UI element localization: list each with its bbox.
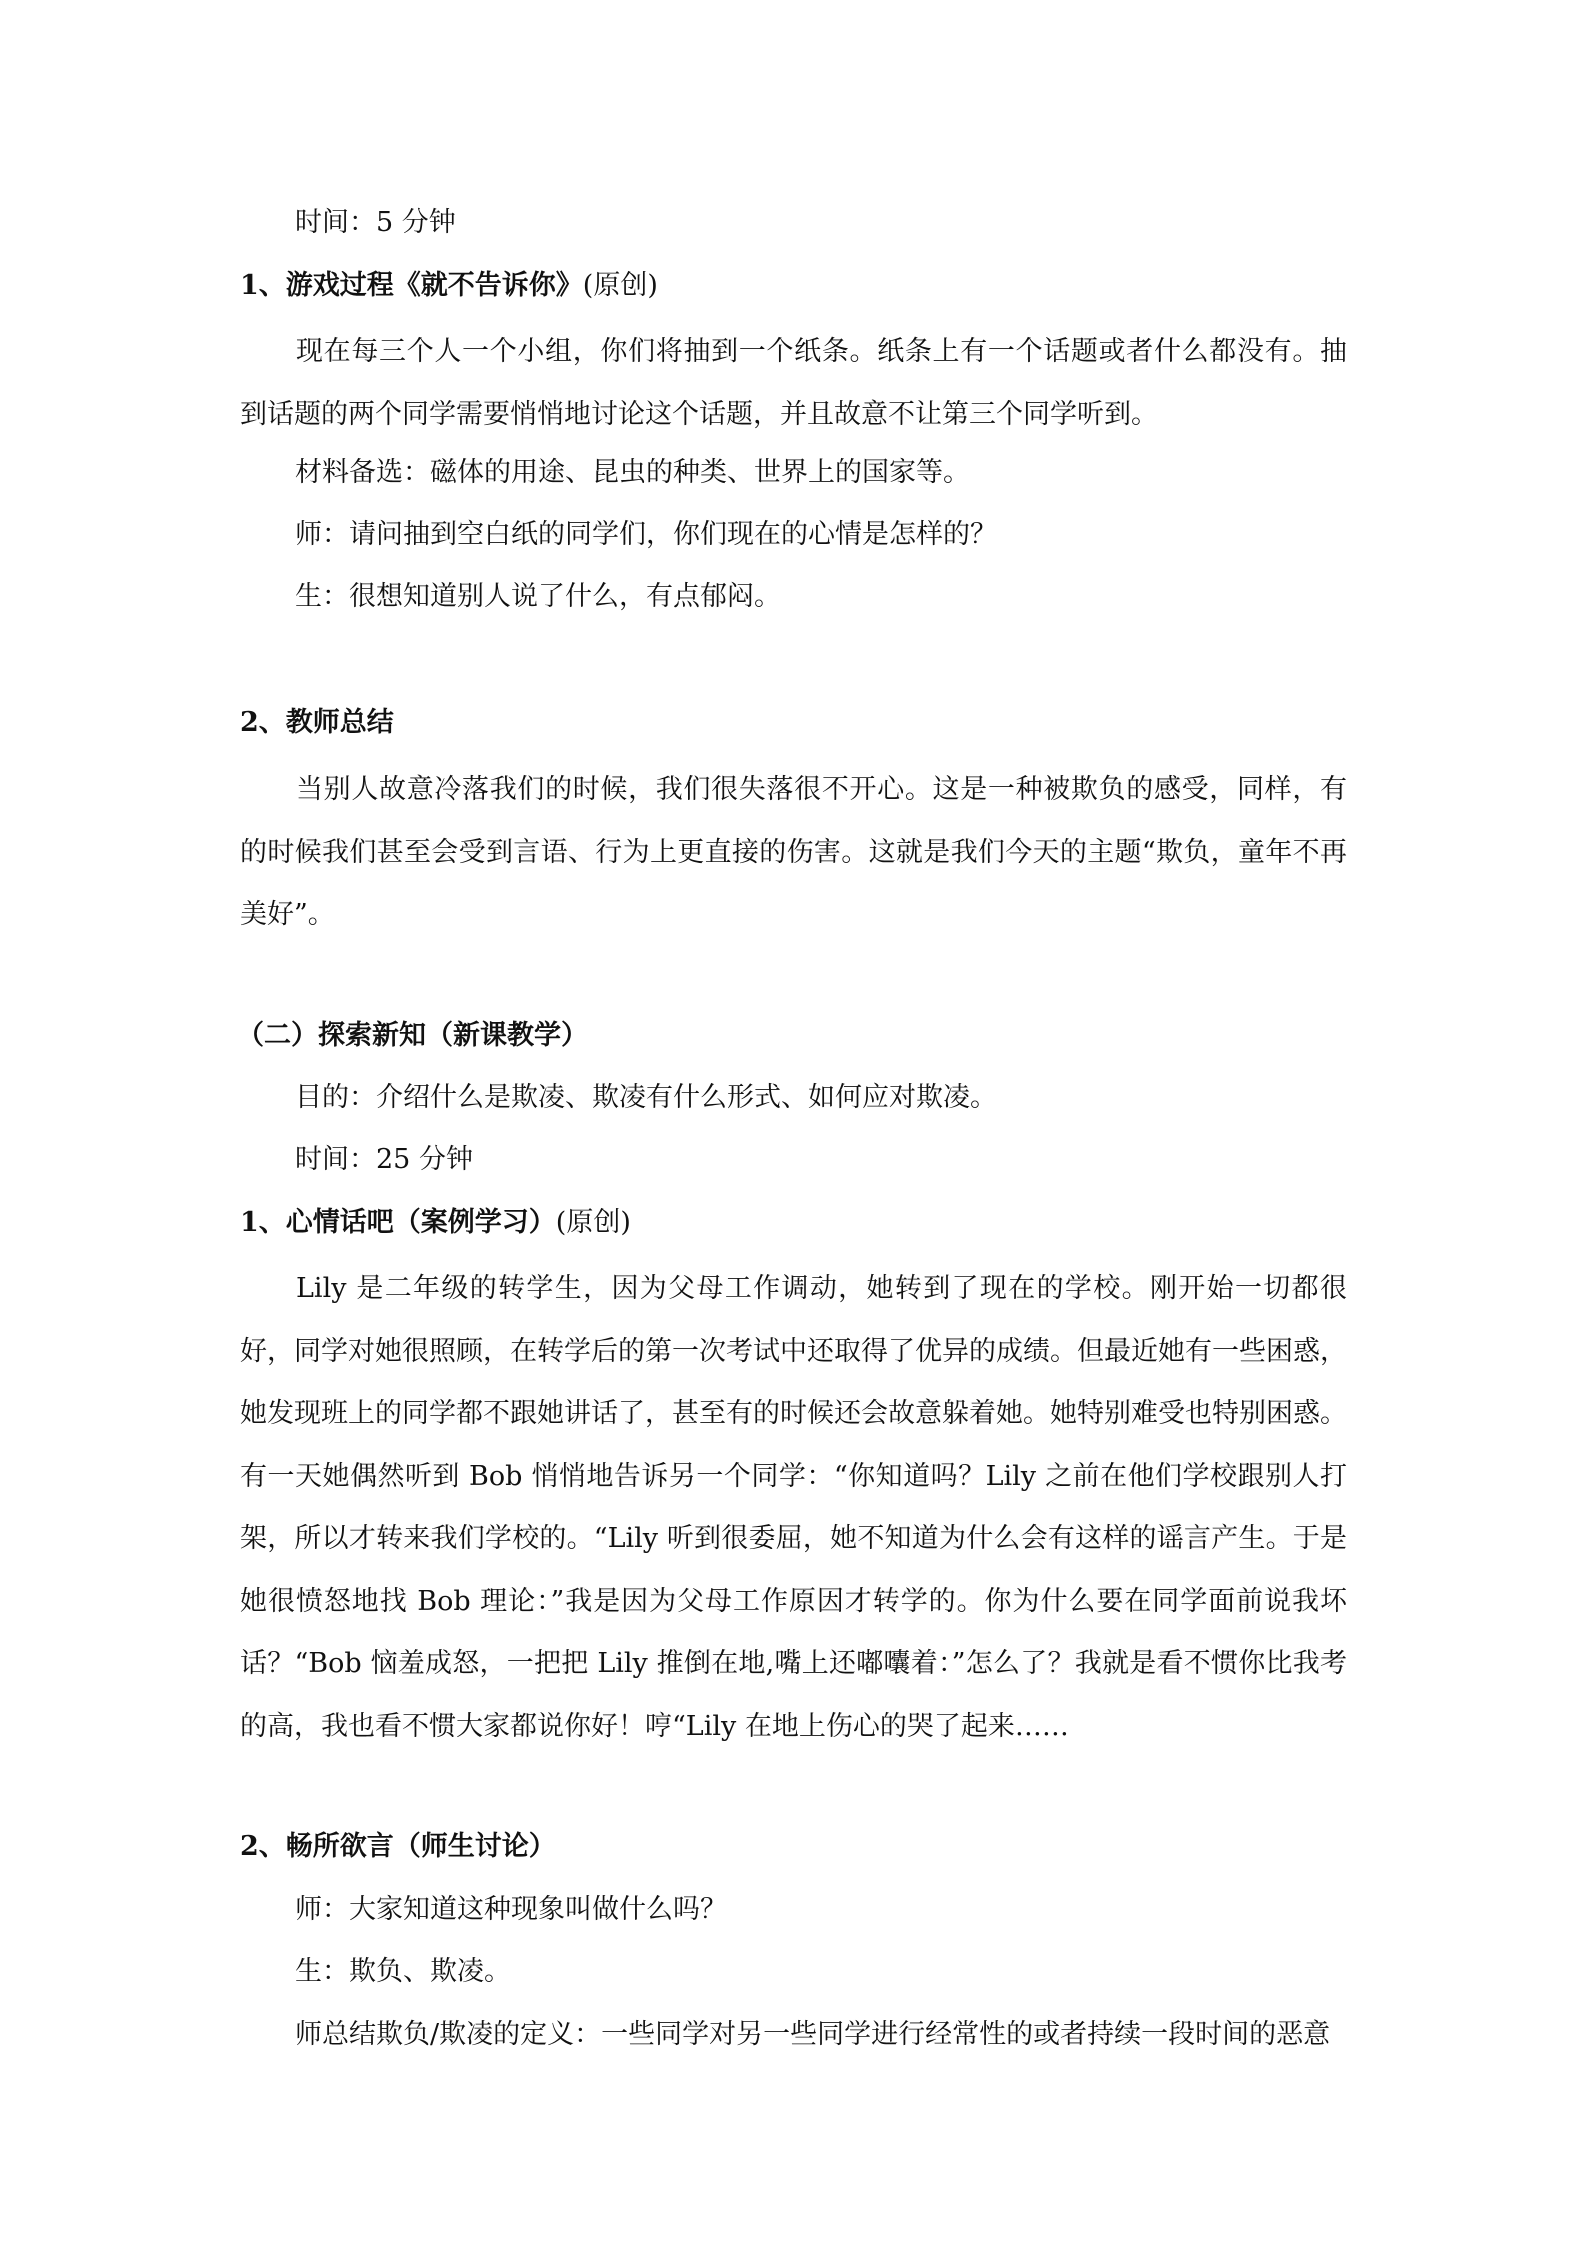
section-heading-case xyxy=(240,1203,631,1243)
paragraph-case-story: Lily 是二年级的转学生，因为父母工作调动，她转到了现在的学校。刚开始一切都很好，同学对她很照顾，在转学后的第一次考试中还取得了优异的成绩。但最近她有一些困惑，她发现班上的同学都不跟她讲话了，甚至有的时候还会故意躲着她。她特别难受也特别困惑。有一天她偶然听到 Bob 悄悄地告诉另一个同学：“你知道吗？Lily 之前在他们学校跟别人打架，所以才转来我们学校的。“Lily 听到很委屈，她不知道为什么会有这样的谣言产生。于是她很愤怒地找 Bob 理论：”我是因为父母工作原因才转学的。你为什么要在同学面前说我坏话？“Bob 恼羞成怒，一把把 Lily 推倒在地,嘴上还嘟囔着：”怎么了？我就是看不惯你比我考的高，我也看不惯大家都说你好！哼“Lily 在地上伤心的哭了起来…… xyxy=(240,1273,1347,1742)
original-note: (原创) xyxy=(582,270,658,301)
student-answer-2: 生：欺负、欺凌。 xyxy=(295,1956,511,1987)
materials-line: 材料备选：磁体的用途、昆虫的种类、世界上的国家等。 xyxy=(295,457,970,488)
section-heading-summary: 2、教师总结 xyxy=(240,707,394,738)
teacher-question-1: 师：请问抽到空白纸的同学们，你们现在的心情是怎样的？ xyxy=(295,519,997,550)
original-note: (原创) xyxy=(555,1207,631,1238)
teacher-question-2: 师：大家知道这种现象叫做什么吗？ xyxy=(295,1894,727,1925)
time-line-2: 时间：25 分钟 xyxy=(295,1144,473,1175)
paragraph-teacher-summary: 当别人故意冷落我们的时候，我们很失落很不开心。这是一种被欺负的感受，同样，有的时候我们甚至会受到言语、行为上更直接的伤害。这就是我们今天的主题“欺负，童年不再美好”。 xyxy=(240,774,1347,930)
section-heading-discussion: 2、畅所欲言（师生讨论） xyxy=(240,1831,556,1862)
part-heading-explore: （二）探索新知（新课教学） xyxy=(237,1020,588,1051)
student-answer-1: 生：很想知道别人说了什么，有点郁闷。 xyxy=(295,581,781,612)
section-heading-game-text: 1、游戏过程《就不告诉你》 xyxy=(240,270,583,301)
section-heading-game xyxy=(240,266,658,306)
time-line-1: 时间：5 分钟 xyxy=(295,207,456,238)
purpose-line: 目的：介绍什么是欺凌、欺凌有什么形式、如何应对欺凌。 xyxy=(295,1082,997,1113)
section-heading-case-text: 1、心情话吧（案例学习） xyxy=(240,1207,556,1238)
definition-line: 师总结欺负/欺凌的定义：一些同学对另一些同学进行经常性的或者持续一段时间的恶意 xyxy=(295,2019,1331,2050)
paragraph-game-process: 现在每三个人一个小组，你们将抽到一个纸条。纸条上有一个话题或者什么都没有。抽到话题的两个同学需要悄悄地讨论这个话题，并且故意不让第三个同学听到。 xyxy=(240,336,1347,430)
